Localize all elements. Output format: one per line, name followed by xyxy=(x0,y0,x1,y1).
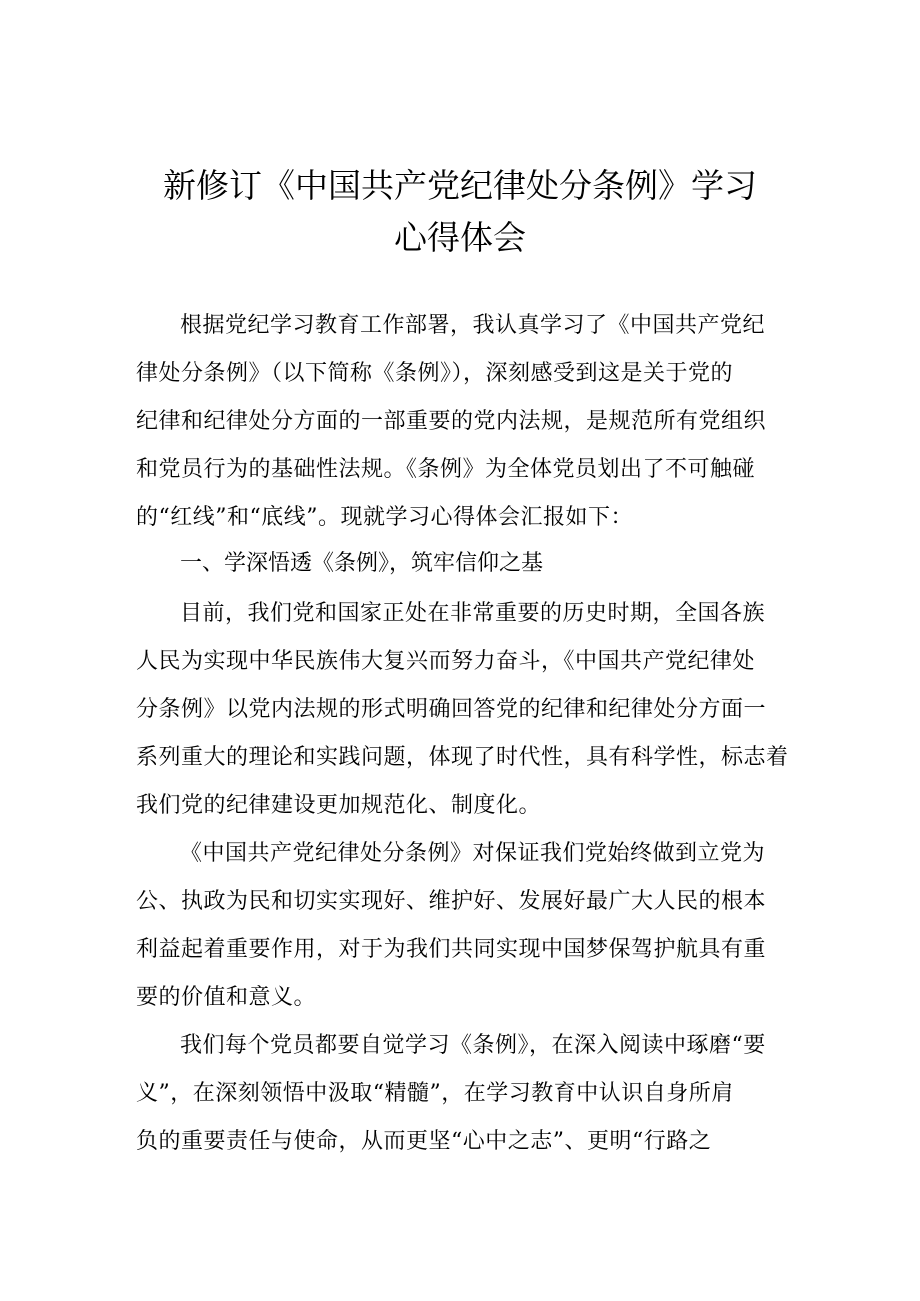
paragraph-line: 纪律和纪律处分方面的一部重要的党内法规，是规范所有党组织 xyxy=(136,409,767,434)
paragraph-line: 义”，在深刻领悟中汲取“精髓”，在学习教育中认识自身所肩 xyxy=(136,1081,734,1106)
paragraph-line: 人民为实现中华民族伟大复兴而努力奋斗，《中国共产党纪律处 xyxy=(136,649,756,674)
paragraph-line: 利益起着重要作用，对于为我们共同实现中国梦保驾护航具有重 xyxy=(136,937,767,962)
paragraph-line: 根据党纪学习教育工作部署，我认真学习了《中国共产党纪 xyxy=(180,313,766,338)
paragraph-line: 系列重大的理论和实践问题，体现了时代性，具有科学性，标志着 xyxy=(136,745,789,770)
paragraph-line: 和党员行为的基础性法规。《条例》为全体党员划出了不可触碰 xyxy=(136,457,756,482)
paragraph-line: 的“红线”和“底线”。现就学习心得体会汇报如下： xyxy=(136,505,633,530)
paragraph-line: 我们每个党员都要自觉学习《条例》，在深入阅读中琢磨“要 xyxy=(180,1033,766,1058)
document-title-line-2: 心得体会 xyxy=(394,218,526,257)
paragraph-line: 《中国共产党纪律处分条例》对保证我们党始终做到立党为 xyxy=(180,841,766,866)
paragraph-line: 负的重要责任与使命，从而更坚“心中之志”、更明“行路之 xyxy=(136,1129,712,1154)
paragraph-line: 律处分条例》（以下简称《条例》），深刻感受到这是关于党的 xyxy=(136,361,734,386)
paragraph-line: 要的价值和意义。 xyxy=(136,985,317,1010)
paragraph-line: 分条例》以党内法规的形式明确回答党的纪律和纪律处分方面一 xyxy=(136,697,767,722)
intro-paragraph xyxy=(136,302,804,542)
paragraph-line: 公、执政为民和切实实现好、维护好、发展好最广大人民的根本 xyxy=(136,889,767,914)
section-paragraph-1 xyxy=(136,590,804,830)
section-paragraph-2 xyxy=(136,830,804,1022)
document-title-line-1: 新修订《中国共产党纪律处分条例》学习 xyxy=(163,166,757,205)
paragraph-line: 我们党的纪律建设更加规范化、制度化。 xyxy=(136,793,542,818)
paragraph-line: 目前，我们党和国家正处在非常重要的历史时期，全国各族 xyxy=(180,601,766,626)
section-paragraph-3 xyxy=(136,1022,804,1166)
section-heading: 一、学深悟透《条例》，筑牢信仰之基 xyxy=(180,551,544,576)
